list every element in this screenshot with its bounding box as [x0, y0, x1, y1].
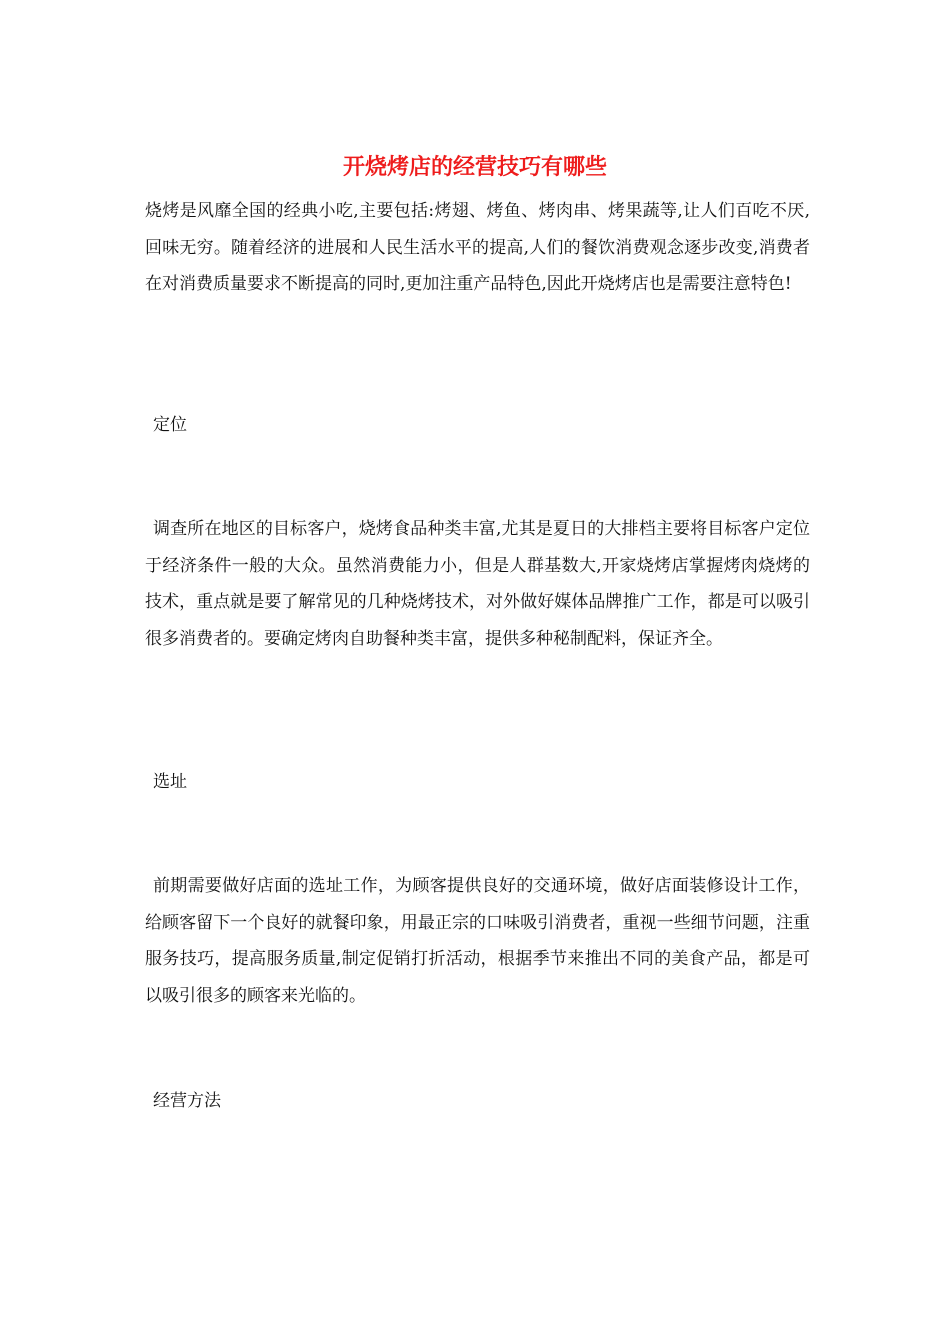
intro-paragraph: 烧烤是风靡全国的经典小吃,主要包括:烤翅、烤鱼、烤肉串、烤果蔬等,让人们百吃不厌,回味无穷。随着经济的进展和人民生活水平的提高,人们的餐饮消费观念逐步改变,消费者在对消费质量要求不断提高的同时,更加注重产品特色,因此开烧烤店也是需要注意特色! — [145, 201, 810, 294]
section-body-positioning: 调查所在地区的目标客户，烧烤食品种类丰富,尤其是夏日的大排档主要将目标客户定位于经济条件一般的大众。虽然消费能力小，但是人群基数大,开家烧烤店掌握烤肉烧烤的技术，重点就是要了解常见的几种烧烤技术，对外做好媒体品牌推广工作，都是可以吸引很多消费者的。要确定烤肉自助餐种类丰富，提供多种秘制配料，保证齐全。 — [145, 519, 810, 649]
document-title: 开烧烤店的经营技巧有哪些 — [342, 154, 607, 180]
section-heading-positioning: 定位 — [153, 415, 187, 435]
section-heading-location: 选址 — [153, 772, 187, 792]
section-heading-operation-methods: 经营方法 — [153, 1091, 221, 1111]
section-body-location: 前期需要做好店面的选址工作，为顾客提供良好的交通环境，做好店面装修设计工作，给顾客留下一个良好的就餐印象，用最正宗的口味吸引消费者，重视一些细节问题，注重服务技巧，提高服务质量,制定促销打折活动，根据季节来推出不同的美食产品，都是可以吸引很多的顾客来光临的。 — [145, 876, 810, 1006]
